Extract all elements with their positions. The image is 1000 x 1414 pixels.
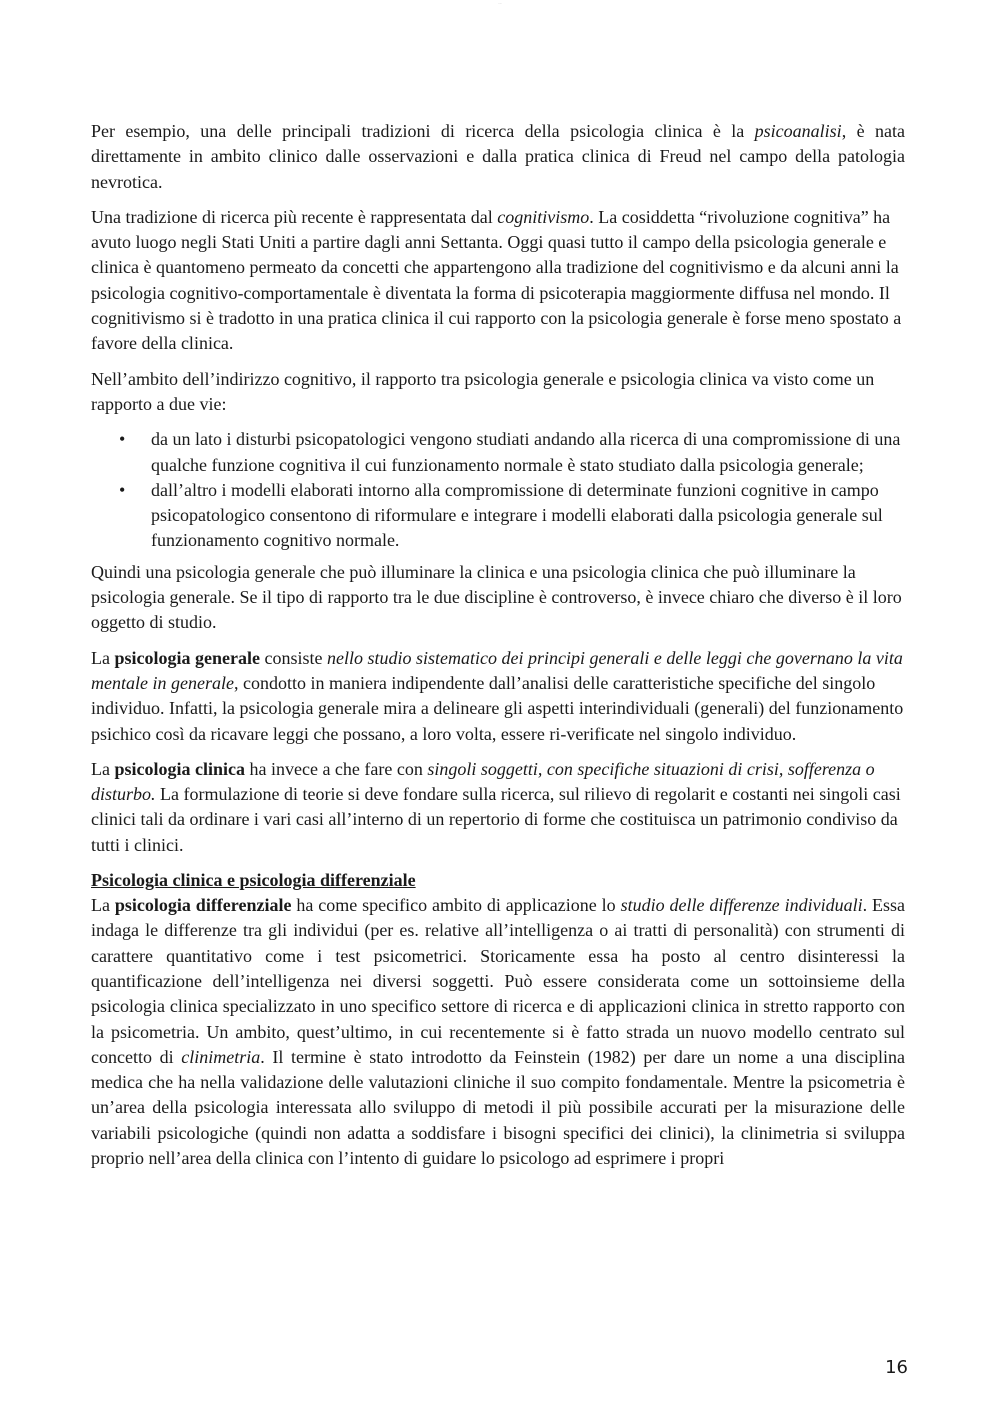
bullet-icon: •: [119, 479, 126, 500]
paragraph-cognitivismo: [91, 205, 905, 357]
list-item: [119, 427, 905, 478]
header-tiny-text: ...: [498, 0, 502, 5]
italic-term: psicoanalisi: [754, 121, 842, 141]
section-heading: Psicologia clinica e psicologia differenziale: [91, 870, 416, 891]
bullet-list: [91, 427, 905, 553]
paragraph-psicologia-generale: [91, 646, 905, 747]
text-run: . Essa indaga le differenze tra gli individui (per es. relative all’intelligenza o ai tratti di personalità) con strumenti di carattere quantitativo come i test psicometrici. Storicamente essa ha posto al centro disinteressi la quantificazione dell’intelligenza nei diversi soggetti. Può essere considerata come un sottoinsieme della psicologia clinica specializzato in uno specifico settore di ricerca e di applicazioni clinica in stretto rapporto con la psicometria. Un ambito, quest’ultimo, in cui recentemente si è fatto strada un nuovo modello centrato sul concetto di: [91, 895, 905, 1067]
list-item: [119, 478, 905, 554]
bullet-icon: •: [119, 429, 126, 450]
page-body: [91, 119, 905, 1171]
text-run: . La cosiddetta “rivoluzione cognitiva” ha avuto luogo negli Stati Uniti a partire dagli anni Settanta. Oggi quasi tutto il campo della psicologia generale e clinica è quantomeno permeato da concetti che appartengono alla tradizione del cognitivismo e da alcuni anni la psicologia cognitivo-comportamentale è diventata la forma di psicoterapia maggiormente diffusa nel mondo. Il cognitivismo si è tradotto in una pratica clinica il cui rapporto con la psicologia generale è forse meno spostato a favore della clinica.: [91, 206, 902, 354]
bold-term: psicologia clinica: [114, 758, 245, 779]
text-run: La: [91, 758, 115, 779]
bold-term: psicologia differenziale: [114, 895, 292, 916]
paragraph-psicoanalisi: [91, 119, 905, 195]
italic-phrase: studio delle differenze individuali: [620, 895, 863, 916]
paragraph-oggetto-studio: Quindi una psicologia generale che può illuminare la clinica e una psicologia clinica che può illuminare la psicologia generale. Se il tipo di rapporto tra le due discipline è controverso, è invece chiaro che diverso è il loro oggetto di studio.: [91, 561, 902, 633]
text-run: La: [91, 895, 115, 916]
paragraph-psicologia-differenziale: [91, 893, 905, 1171]
paragraph-rapporto-due-vie: Nell’ambito dell’indirizzo cognitivo, il rapporto tra psicologia generale e psicologia clinica va visto come un rapporto a due vie:: [91, 368, 875, 414]
text-run: ha invece a che fare con: [244, 758, 428, 779]
italic-term: cognitivismo: [497, 206, 590, 227]
text-run: Una tradizione di ricerca più recente è rappresentata dal: [91, 206, 498, 227]
text-run: . Il termine è stato introdotto da Feinstein (1982) per dare un nome a una disciplina medica che ha nella validazione delle valutazioni cliniche il suo compito fondamentale. Mentre la psicometria è un’area della psicologia interessata allo sviluppo di metodi il più possibile accurati per la misurazione delle variabili psicologiche (quindi non adatta a soddisfare i bisogni specifici dei clinici), la clinimetria si sviluppa proprio nell’area della clinica con l’intento di guidare lo psicologo ad esprimere i propri: [91, 1046, 905, 1168]
list-item-text: da un lato i disturbi psicopatologici vengono studiati andando alla ricerca di una compromissione di una qualche funzione cognitiva il cui funzionamento normale è stato studiato dalla psicologia generale;: [151, 429, 901, 475]
text-run: , condotto in maniera indipendente dall’analisi delle caratteristiche specifiche del singolo individuo. Infatti, la psicologia generale mira a delineare gli aspetti interindividuali (generali) del funzionamento psichico così da ricavare leggi che possano, a loro volta, essere ri-verificate nel singolo individuo.: [91, 672, 904, 744]
text-run: Per esempio, una delle principali tradizioni di ricerca della psicologia clinica è la: [91, 121, 755, 141]
page-number: 16: [885, 1357, 908, 1378]
text-run: La formulazione di teorie si deve fondare sulla ricerca, sul rilievo di regolarit e costanti nei singoli casi clinici tali da ordinare i vari casi all’interno di un repertorio di forme che costituisca un patrimonio condiviso da tutti i clinici.: [91, 784, 901, 855]
italic-phrase: nello studio sistematico dei principi generali e delle leggi che governano la vita mentale in generale: [91, 647, 903, 693]
italic-phrase: singoli soggetti, con specifiche situazioni di crisi, sofferenza o disturbo.: [91, 758, 875, 805]
text-run: La: [91, 647, 115, 668]
list-item-text: dall’altro i modelli elaborati intorno alla compromissione di determinate funzioni cognitive in campo psicopatologico consentono di riformulare e integrare i modelli elaborati dalla psicologia generale sul funzionamento cognitivo normale.: [151, 479, 883, 551]
paragraph-psicologia-clinica: [91, 757, 905, 858]
text-run: ha come specifico ambito di applicazione lo: [291, 895, 621, 916]
italic-term: clinimetria: [181, 1046, 261, 1067]
text-run: , è nata direttamente in ambito clinico dalle osservazioni e dalla pratica clinica di Freud nel campo della patologia nevrotica.: [91, 121, 905, 192]
bold-term: psicologia generale: [114, 647, 260, 668]
text-run: consiste: [259, 647, 327, 668]
